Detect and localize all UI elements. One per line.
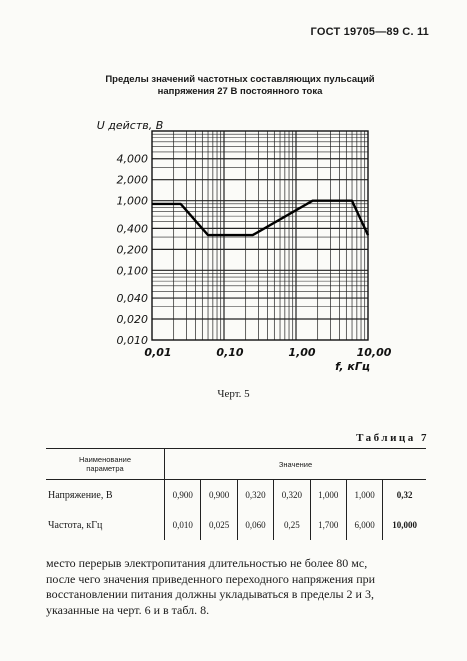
y-tick-label: 0,200 bbox=[116, 243, 148, 257]
x-tick-label: 1,00 bbox=[288, 346, 316, 359]
y-tick-label: 2,000 bbox=[116, 173, 148, 187]
body-paragraph bbox=[46, 556, 422, 618]
row-name: Частота, кГц bbox=[48, 519, 103, 531]
header-name-line-1: Наименование bbox=[79, 455, 131, 464]
table-cell: 1,000 bbox=[310, 480, 346, 511]
table-header-row bbox=[46, 449, 426, 480]
body-line: место перерыв электропитания длительностью не более 80 мс, bbox=[46, 556, 368, 570]
table-cell: 0,320 bbox=[237, 480, 273, 511]
body-line: указанные на черт. 6 и в табл. 8. bbox=[46, 602, 210, 617]
chart-minor-grid bbox=[152, 131, 368, 340]
x-tick-label: 0,01 bbox=[144, 346, 172, 359]
table-cell: 0,320 bbox=[274, 480, 310, 511]
y-tick-label: 0,010 bbox=[116, 334, 148, 347]
table-caption: Таблица 7 bbox=[356, 432, 429, 444]
x-axis-label: f, кГц bbox=[335, 360, 370, 373]
table-row bbox=[46, 480, 426, 511]
y-tick-label: 0,040 bbox=[116, 292, 148, 306]
table-cell: 6,000 bbox=[346, 510, 382, 540]
table-row bbox=[46, 510, 426, 540]
y-tick-label: 0,400 bbox=[116, 222, 148, 236]
y-tick-label: 4,000 bbox=[116, 152, 148, 166]
y-tick-label: 1,000 bbox=[116, 194, 148, 208]
header-parameter-name bbox=[46, 449, 165, 480]
y-tick-label: 0,100 bbox=[116, 264, 148, 278]
table-cell: 0,900 bbox=[201, 480, 237, 511]
chart-major-grid bbox=[152, 131, 368, 340]
row-name: Напряжение, В bbox=[48, 489, 113, 501]
document-reference: ГОСТ 19705—89 С. 11 bbox=[310, 26, 429, 38]
series-line bbox=[152, 201, 368, 235]
body-line: восстановлении питания должны укладываться в пределы 2 и 3, bbox=[46, 587, 374, 601]
table-cell: 0,060 bbox=[237, 510, 273, 540]
table-cell: 10,000 bbox=[383, 510, 426, 540]
header-value: Значение bbox=[165, 449, 427, 480]
header-name-line-2: параметра bbox=[86, 464, 124, 473]
body-line: после чего значения приведенного переходного напряжения при bbox=[46, 571, 376, 586]
y-tick-labels bbox=[117, 153, 149, 347]
table-cell: 0,010 bbox=[165, 510, 201, 540]
x-tick-labels bbox=[144, 346, 391, 359]
x-tick-label: 0,10 bbox=[216, 346, 244, 359]
y-tick-label: 0,020 bbox=[116, 313, 148, 327]
x-tick-label: 10,00 bbox=[356, 346, 392, 359]
table-cell: 0,32 bbox=[383, 480, 426, 511]
table-cell: 1,700 bbox=[310, 510, 346, 540]
chart-title-line-1: Пределы значений частотных составляющих пульсаций bbox=[105, 74, 375, 85]
y-axis-label: U действ, В bbox=[96, 119, 164, 132]
table-cell: 1,000 bbox=[346, 480, 382, 511]
figure-caption: Черт. 5 bbox=[217, 388, 250, 400]
data-table bbox=[46, 448, 426, 540]
chart-title-line-2: напряжения 27 В постоянного тока bbox=[157, 86, 323, 97]
table-cell: 0,900 bbox=[165, 480, 201, 511]
chart-frame bbox=[152, 131, 368, 340]
table-cell: 0,025 bbox=[201, 510, 237, 540]
table-cell: 0,25 bbox=[274, 510, 310, 540]
chart-series bbox=[152, 201, 368, 236]
